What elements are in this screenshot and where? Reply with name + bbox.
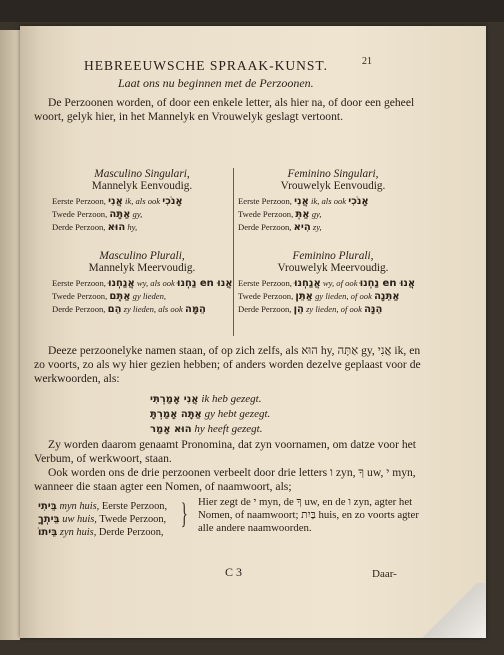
row-gloss: gy,: [311, 209, 322, 219]
row-label: Eerste Perzoon,: [238, 278, 292, 288]
row-label: Twede Perzoon,: [238, 291, 294, 301]
example-row: [150, 422, 270, 437]
hebrew-word: בֵּיתוֹ: [38, 527, 58, 538]
brace-icon: }: [180, 497, 188, 530]
table-heading: Masculino Plurali,: [99, 250, 185, 262]
suffix-label: Eerste Perzoon,: [101, 501, 168, 512]
pronoun-row: [52, 195, 232, 208]
table-masc-plur: [52, 250, 232, 316]
row-gloss: ik, als ook: [311, 196, 347, 206]
pronoun-row: [52, 221, 232, 234]
pronoun-row: [52, 208, 232, 221]
suffix-gloss: zyn huis,: [59, 527, 97, 538]
hebrew-word: בֵּיתְךָ: [38, 514, 60, 525]
table-masc-sing: [52, 168, 232, 234]
row-gloss: gy lieden, of ook: [315, 291, 372, 301]
row-label: Derde Perzoon,: [238, 222, 292, 232]
example-gloss: gy hebt gezegt.: [204, 408, 271, 420]
pronoun-row: [238, 290, 428, 303]
hebrew-word: אֲנִי: [108, 196, 123, 207]
pronoun-row: [238, 195, 428, 208]
row-gloss: zy lieden, als ook: [123, 304, 183, 314]
paragraph-pronouns-usage: Deeze perzoonelyke namen staan, of op zich zelfs, als הוּא hy, אַתָּה gy, אֲנִי ik, en zo voorts, zo als wy hier gezien hebben; of anders worden dezelve geplaast voor de werkwoorden, als:: [34, 344, 421, 385]
hebrew-phrase: אַתָּה אָמַרְתָּ: [150, 409, 202, 420]
pronoun-row: [52, 290, 232, 303]
pronoun-row: [52, 277, 232, 290]
hebrew-word: אֲנַחְנוּ: [108, 278, 135, 289]
pronoun-row: [238, 303, 428, 316]
hebrew-word: אַתְּ: [295, 209, 310, 220]
table-heading: Feminino Plurali,: [292, 250, 374, 262]
table-subheading: Vrouwelyk Eenvoudig.: [280, 180, 386, 192]
row-gloss: ik, als ook: [125, 196, 161, 206]
previous-page-edge: [0, 30, 20, 640]
suffix-row: [38, 500, 167, 513]
row-label: Eerste Perzoon,: [52, 278, 106, 288]
hebrew-alt: אָנֹכִי: [162, 196, 183, 207]
row-gloss: wy, of ook: [322, 278, 358, 288]
hebrew-word: בֵּיתִי: [38, 501, 57, 512]
hebrew-word: הֵן: [293, 304, 304, 315]
row-label: Twede Perzoon,: [52, 291, 108, 301]
hebrew-alt: נַחְנוּ en אֲנוּ: [177, 278, 233, 289]
suffix-gloss: uw huis,: [62, 514, 97, 525]
suffix-row: [38, 526, 167, 539]
row-gloss: wy, als ook: [136, 278, 175, 288]
row-label: Eerste Perzoon,: [52, 196, 106, 206]
example-gloss: hy heeft gezegt.: [194, 423, 263, 435]
catchword: Daar-: [372, 568, 397, 580]
table-heading: Feminino Singulari,: [287, 168, 379, 180]
suffix-examples: [38, 500, 167, 539]
subheading: Laat ons nu beginnen met de Perzoonen.: [118, 76, 314, 90]
running-head: HEBREEUWSCHE SPRAAK-KUNST.: [84, 58, 329, 73]
row-gloss: gy lieden,: [132, 291, 167, 301]
hebrew-word: אֲנִי: [294, 196, 309, 207]
table-fem-sing: [238, 168, 428, 234]
hebrew-alt: הֵמָּה: [184, 304, 206, 315]
hebrew-word: הִיא: [293, 222, 311, 233]
hebrew-word: אַתֵּן: [295, 291, 313, 302]
pronoun-row: [52, 303, 232, 316]
suffix-note: Hier zegt de י myn, de ךָ uw, en de ו zyn, agter het Nomen, of naamwoort; בַּיִת huis, en zo voorts agter alle andere naamwoorden.: [198, 496, 419, 534]
table-subheading: Mannelyk Meervoudig.: [88, 262, 196, 274]
intro-paragraph: De Perzoonen worden, of door een enkele letter, als hier na, of door een geheel woort, gelyk hier, in het Mannelyk en Vrouwelyk geslagt vertoont.: [34, 96, 415, 123]
hebrew-phrase: הוּא אָמַר: [150, 424, 192, 435]
hebrew-word: הוּא: [107, 222, 126, 233]
row-label: Derde Perzoon,: [238, 304, 292, 314]
table-heading: Masculino Singulari,: [94, 168, 190, 180]
table-fem-plur: [238, 250, 428, 316]
row-label: Derde Perzoon,: [52, 304, 106, 314]
row-label: Twede Perzoon,: [52, 209, 108, 219]
pronoun-row: [238, 208, 428, 221]
hebrew-word: אֲנַחְנוּ: [294, 278, 321, 289]
verb-examples: [150, 392, 270, 437]
paragraph-pronomina: Zy worden daarom genaamt Pronomina, dat zyn voornamen, om datze voor het Verbum, of werkwoort, staan.: [34, 438, 416, 465]
hebrew-alt: אָנֹכִי: [348, 196, 369, 207]
example-gloss: ik heb gezegt.: [201, 393, 262, 405]
table-subheading: Mannelyk Eenvoudig.: [91, 180, 193, 192]
page-corner-fold: [416, 583, 486, 638]
row-label: Eerste Perzoon,: [238, 196, 292, 206]
hebrew-phrase: אֲנִי אָמַרְתִּי: [150, 394, 199, 405]
hebrew-word: אַתֶּם: [109, 291, 131, 302]
suffix-row: [38, 513, 167, 526]
row-gloss: gy,: [132, 209, 143, 219]
row-gloss: hy,: [127, 222, 138, 232]
hebrew-word: הֵם: [107, 304, 122, 315]
example-row: [150, 392, 270, 407]
column-divider: [233, 168, 234, 336]
hebrew-alt: נַחְנוּ en אֲנוּ: [359, 278, 416, 289]
example-row: [150, 407, 270, 422]
suffix-gloss: myn huis,: [59, 501, 100, 512]
hebrew-alt: אַתֵּנָה: [374, 291, 400, 302]
row-gloss: zy lieden, of ook: [306, 304, 362, 314]
signature-mark: C 3: [225, 565, 243, 579]
table-subheading: Vrouwelyk Meervoudig.: [277, 262, 389, 274]
row-gloss: zy,: [312, 222, 322, 232]
pronoun-row: [238, 277, 428, 290]
page-number: 21: [362, 56, 372, 67]
hebrew-word: אַתָּה: [109, 209, 131, 220]
row-label: Derde Perzoon,: [52, 222, 106, 232]
paragraph-suffixes: Ook worden ons de drie perzoonen verbeelt door drie letters ו zyn, ךָ uw, י myn, wanneer die staan agter een Nomen, of naamwoort, als;: [34, 466, 416, 493]
pronoun-row: [238, 221, 428, 234]
suffix-label: Twede Perzoon,: [99, 514, 167, 525]
hebrew-alt: הֵנָּה: [364, 304, 383, 315]
suffix-label: Derde Perzoon,: [98, 527, 164, 538]
row-label: Twede Perzoon,: [238, 209, 294, 219]
